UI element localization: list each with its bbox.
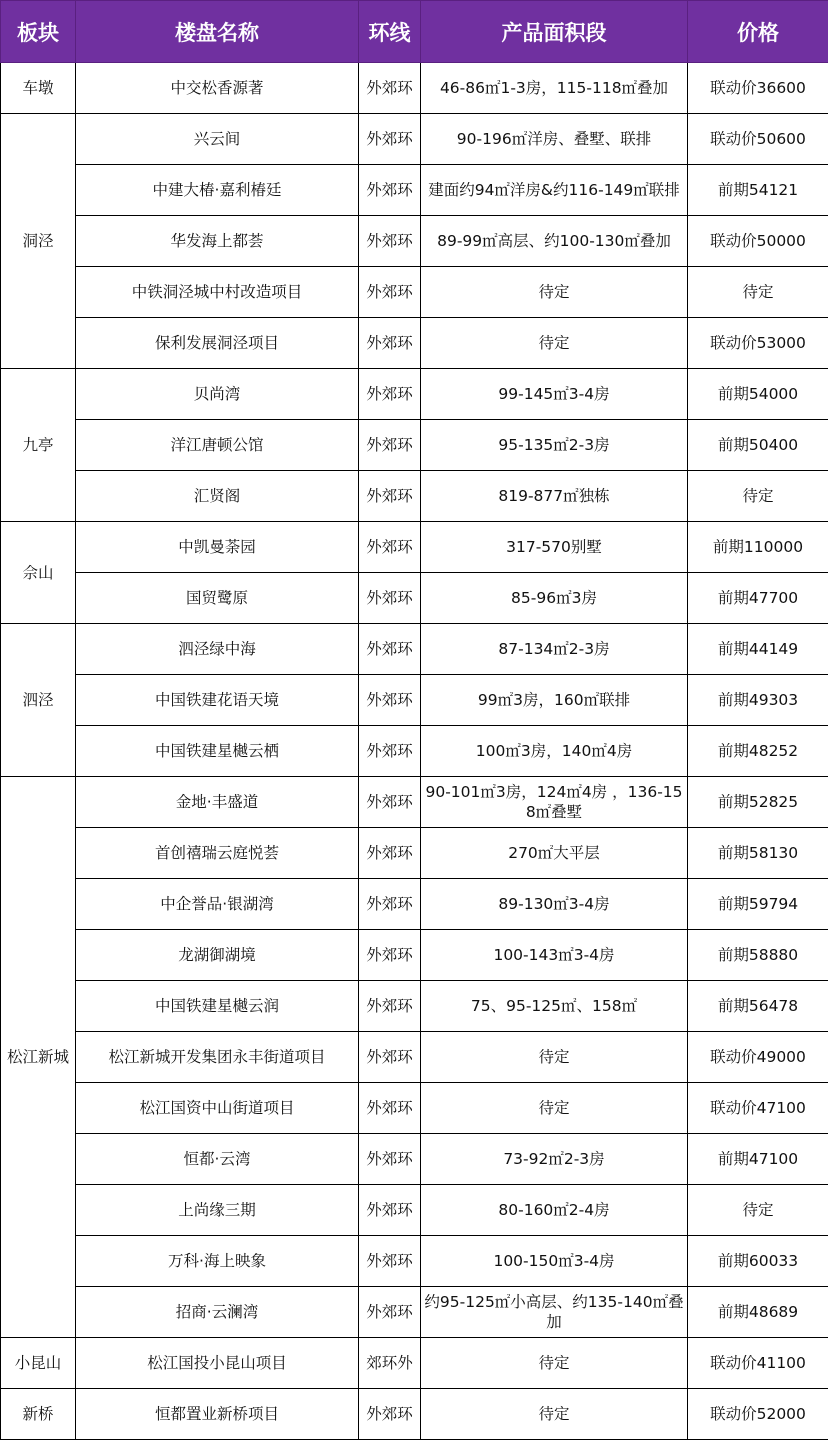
project-name-cell: 贝尚湾 bbox=[76, 369, 359, 420]
area-cell: 待定 bbox=[421, 1389, 688, 1440]
ring-cell: 外郊环 bbox=[359, 216, 421, 267]
ring-cell: 郊环外 bbox=[359, 1338, 421, 1389]
project-name-cell: 恒都置业新桥项目 bbox=[76, 1389, 359, 1440]
block-cell: 新桥 bbox=[1, 1389, 76, 1440]
project-name-cell: 华发海上都荟 bbox=[76, 216, 359, 267]
table-row bbox=[1, 165, 828, 216]
ring-cell: 外郊环 bbox=[359, 981, 421, 1032]
header-area: 产品面积段 bbox=[421, 1, 688, 63]
project-name-cell: 松江新城开发集团永丰街道项目 bbox=[76, 1032, 359, 1083]
area-cell: 85-96㎡3房 bbox=[421, 573, 688, 624]
area-cell: 87-134㎡2-3房 bbox=[421, 624, 688, 675]
area-cell: 73-92㎡2-3房 bbox=[421, 1134, 688, 1185]
price-cell: 联动价50600 bbox=[688, 114, 828, 165]
project-name-cell: 国贸鹭原 bbox=[76, 573, 359, 624]
ring-cell: 外郊环 bbox=[359, 1083, 421, 1134]
ring-cell: 外郊环 bbox=[359, 114, 421, 165]
price-cell: 联动价52000 bbox=[688, 1389, 828, 1440]
header-name: 楼盘名称 bbox=[76, 1, 359, 63]
table-row bbox=[1, 216, 828, 267]
project-name-cell: 中建大椿·嘉利椿廷 bbox=[76, 165, 359, 216]
price-cell: 前期47100 bbox=[688, 1134, 828, 1185]
price-cell: 前期58880 bbox=[688, 930, 828, 981]
project-name-cell: 松江国投小昆山项目 bbox=[76, 1338, 359, 1389]
table-row bbox=[1, 1083, 828, 1134]
table-row bbox=[1, 522, 828, 573]
area-cell: 建面约94㎡洋房&约116-149㎡联排 bbox=[421, 165, 688, 216]
area-cell: 75、95-125㎡、158㎡ bbox=[421, 981, 688, 1032]
project-name-cell: 龙湖御湖境 bbox=[76, 930, 359, 981]
area-cell: 89-99㎡高层、约100-130㎡叠加 bbox=[421, 216, 688, 267]
area-cell: 317-570别墅 bbox=[421, 522, 688, 573]
project-name-cell: 金地·丰盛道 bbox=[76, 777, 359, 828]
table-row bbox=[1, 267, 828, 318]
area-cell: 46-86㎡1-3房，115-118㎡叠加 bbox=[421, 63, 688, 114]
table-row bbox=[1, 369, 828, 420]
area-cell: 80-160㎡2-4房 bbox=[421, 1185, 688, 1236]
ring-cell: 外郊环 bbox=[359, 63, 421, 114]
header-block: 板块 bbox=[1, 1, 76, 63]
header-price: 价格 bbox=[688, 1, 828, 63]
area-cell: 95-135㎡2-3房 bbox=[421, 420, 688, 471]
table-row bbox=[1, 1185, 828, 1236]
project-name-cell: 兴云间 bbox=[76, 114, 359, 165]
ring-cell: 外郊环 bbox=[359, 675, 421, 726]
table-row bbox=[1, 1032, 828, 1083]
area-cell: 待定 bbox=[421, 1032, 688, 1083]
price-cell: 待定 bbox=[688, 267, 828, 318]
block-cell: 车墩 bbox=[1, 63, 76, 114]
table-row bbox=[1, 981, 828, 1032]
ring-cell: 外郊环 bbox=[359, 1389, 421, 1440]
table-body bbox=[1, 63, 828, 1440]
ring-cell: 外郊环 bbox=[359, 522, 421, 573]
price-cell: 前期49303 bbox=[688, 675, 828, 726]
ring-cell: 外郊环 bbox=[359, 726, 421, 777]
price-cell: 前期56478 bbox=[688, 981, 828, 1032]
price-cell: 联动价53000 bbox=[688, 318, 828, 369]
project-name-cell: 万科·海上映象 bbox=[76, 1236, 359, 1287]
price-cell: 前期54121 bbox=[688, 165, 828, 216]
area-cell: 819-877㎡独栋 bbox=[421, 471, 688, 522]
ring-cell: 外郊环 bbox=[359, 828, 421, 879]
price-cell: 前期59794 bbox=[688, 879, 828, 930]
area-cell: 90-196㎡洋房、叠墅、联排 bbox=[421, 114, 688, 165]
ring-cell: 外郊环 bbox=[359, 624, 421, 675]
table-row bbox=[1, 1287, 828, 1338]
price-cell: 联动价49000 bbox=[688, 1032, 828, 1083]
project-name-cell: 洋江唐顿公馆 bbox=[76, 420, 359, 471]
table-row bbox=[1, 1389, 828, 1440]
ring-cell: 外郊环 bbox=[359, 879, 421, 930]
project-name-cell: 恒都·云湾 bbox=[76, 1134, 359, 1185]
price-cell: 前期48252 bbox=[688, 726, 828, 777]
header-row bbox=[1, 1, 828, 63]
ring-cell: 外郊环 bbox=[359, 1032, 421, 1083]
block-cell: 泗泾 bbox=[1, 624, 76, 777]
project-name-cell: 汇贤阁 bbox=[76, 471, 359, 522]
ring-cell: 外郊环 bbox=[359, 930, 421, 981]
ring-cell: 外郊环 bbox=[359, 777, 421, 828]
price-cell: 前期52825 bbox=[688, 777, 828, 828]
price-cell: 联动价36600 bbox=[688, 63, 828, 114]
price-cell: 前期47700 bbox=[688, 573, 828, 624]
project-name-cell: 中交松香源著 bbox=[76, 63, 359, 114]
area-cell: 270㎡大平层 bbox=[421, 828, 688, 879]
ring-cell: 外郊环 bbox=[359, 471, 421, 522]
ring-cell: 外郊环 bbox=[359, 1287, 421, 1338]
price-cell: 前期50400 bbox=[688, 420, 828, 471]
table-row bbox=[1, 1338, 828, 1389]
price-cell: 前期60033 bbox=[688, 1236, 828, 1287]
table-row bbox=[1, 675, 828, 726]
project-name-cell: 上尚缘三期 bbox=[76, 1185, 359, 1236]
area-cell: 待定 bbox=[421, 1338, 688, 1389]
price-cell: 前期48689 bbox=[688, 1287, 828, 1338]
table-row bbox=[1, 777, 828, 828]
area-cell: 90-101㎡3房，124㎡4房 ，136-158㎡叠墅 bbox=[421, 777, 688, 828]
table-row bbox=[1, 879, 828, 930]
project-name-cell: 保利发展洞泾项目 bbox=[76, 318, 359, 369]
price-cell: 联动价50000 bbox=[688, 216, 828, 267]
area-cell: 约95-125㎡小高层、约135-140㎡叠加 bbox=[421, 1287, 688, 1338]
area-cell: 待定 bbox=[421, 267, 688, 318]
project-name-cell: 中国铁建花语天境 bbox=[76, 675, 359, 726]
table-row bbox=[1, 1134, 828, 1185]
project-name-cell: 首创禧瑞云庭悦荟 bbox=[76, 828, 359, 879]
block-cell: 九亭 bbox=[1, 369, 76, 522]
table-row bbox=[1, 1236, 828, 1287]
area-cell: 待定 bbox=[421, 1083, 688, 1134]
ring-cell: 外郊环 bbox=[359, 1185, 421, 1236]
area-cell: 99-145㎡3-4房 bbox=[421, 369, 688, 420]
price-cell: 待定 bbox=[688, 1185, 828, 1236]
table-row bbox=[1, 573, 828, 624]
area-cell: 待定 bbox=[421, 318, 688, 369]
block-cell: 洞泾 bbox=[1, 114, 76, 369]
ring-cell: 外郊环 bbox=[359, 369, 421, 420]
area-cell: 100-143㎡3-4房 bbox=[421, 930, 688, 981]
project-name-cell: 松江国资中山街道项目 bbox=[76, 1083, 359, 1134]
area-cell: 89-130㎡3-4房 bbox=[421, 879, 688, 930]
project-name-cell: 中国铁建星樾云润 bbox=[76, 981, 359, 1032]
table-row bbox=[1, 930, 828, 981]
table-row bbox=[1, 471, 828, 522]
ring-cell: 外郊环 bbox=[359, 165, 421, 216]
project-name-cell: 招商·云澜湾 bbox=[76, 1287, 359, 1338]
ring-cell: 外郊环 bbox=[359, 1134, 421, 1185]
project-name-cell: 中凯曼荼园 bbox=[76, 522, 359, 573]
table-row bbox=[1, 318, 828, 369]
price-cell: 联动价41100 bbox=[688, 1338, 828, 1389]
price-cell: 前期58130 bbox=[688, 828, 828, 879]
project-name-cell: 中铁洞泾城中村改造项目 bbox=[76, 267, 359, 318]
area-cell: 100-150㎡3-4房 bbox=[421, 1236, 688, 1287]
table-row bbox=[1, 63, 828, 114]
block-cell: 小昆山 bbox=[1, 1338, 76, 1389]
price-cell: 前期54000 bbox=[688, 369, 828, 420]
price-cell: 前期44149 bbox=[688, 624, 828, 675]
area-cell: 100㎡3房，140㎡4房 bbox=[421, 726, 688, 777]
table-row bbox=[1, 420, 828, 471]
ring-cell: 外郊环 bbox=[359, 267, 421, 318]
area-cell: 99㎡3房，160㎡联排 bbox=[421, 675, 688, 726]
project-name-cell: 泗泾绿中海 bbox=[76, 624, 359, 675]
table-row bbox=[1, 114, 828, 165]
ring-cell: 外郊环 bbox=[359, 318, 421, 369]
price-cell: 待定 bbox=[688, 471, 828, 522]
project-name-cell: 中企誉品·银湖湾 bbox=[76, 879, 359, 930]
ring-cell: 外郊环 bbox=[359, 420, 421, 471]
header-ring: 环线 bbox=[359, 1, 421, 63]
ring-cell: 外郊环 bbox=[359, 573, 421, 624]
block-cell: 佘山 bbox=[1, 522, 76, 624]
project-name-cell: 中国铁建星樾云栖 bbox=[76, 726, 359, 777]
table-row bbox=[1, 624, 828, 675]
table-row bbox=[1, 828, 828, 879]
ring-cell: 外郊环 bbox=[359, 1236, 421, 1287]
block-cell: 松江新城 bbox=[1, 777, 76, 1338]
price-cell: 前期110000 bbox=[688, 522, 828, 573]
table-row bbox=[1, 726, 828, 777]
price-cell: 联动价47100 bbox=[688, 1083, 828, 1134]
